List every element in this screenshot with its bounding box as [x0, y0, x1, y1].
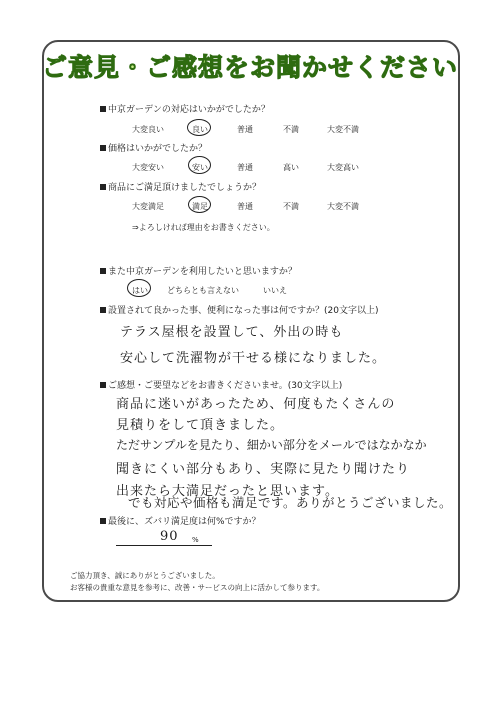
q6-answer-line-3: ただサンプルを見たり、細かい部分をメールではなかなか — [116, 438, 427, 452]
bullet-square-icon — [100, 382, 106, 388]
question-2 — [100, 141, 207, 154]
bullet-square-icon — [100, 184, 106, 190]
bullet-square-icon — [100, 268, 106, 274]
q2-option-1: 大変安い — [132, 163, 164, 172]
q1-option-2: 良い — [192, 125, 208, 134]
q3-follow-up-note: ⇒よろしければ理由をお書きください。 — [132, 223, 275, 232]
bullet-square-icon — [100, 518, 106, 524]
satisfaction-underline — [116, 545, 212, 546]
footer-message: お客様の貴重な意見を参考に、改善・サービスの向上に活かして参ります。 — [70, 583, 325, 592]
q2-option-3: 普通 — [237, 163, 253, 172]
q4-selected-circle — [127, 279, 151, 297]
question-1 — [100, 102, 270, 115]
question-7 — [100, 514, 261, 527]
q2-option-4: 高い — [283, 163, 299, 172]
question-5-label: 設置されて良かった事、便利になった事は何ですか？(20文字以上) — [108, 306, 379, 316]
question-3-label: 商品にご満足頂けましたでしょうか？ — [108, 183, 262, 193]
q2-option-2: 安い — [192, 163, 208, 172]
question-2-label: 価格はいかがでしたか？ — [108, 144, 208, 154]
bullet-square-icon — [100, 145, 106, 151]
q4-option-2: どちらとも言えない — [167, 286, 239, 295]
q1-selected-circle — [187, 119, 211, 136]
q1-option-1: 大変良い — [132, 125, 164, 134]
question-6 — [100, 378, 342, 391]
q1-option-4: 不満 — [283, 125, 299, 134]
question-5 — [100, 303, 378, 316]
q1-option-5: 大変不満 — [327, 125, 359, 134]
q4-option-1: はい — [132, 286, 148, 295]
question-7-label: 最後に、ズバリ満足度は何%ですか？ — [108, 517, 261, 527]
bullet-square-icon — [100, 307, 106, 313]
footer-thanks: ご協力頂き、誠にありがとうございました。 — [70, 571, 220, 580]
satisfaction-value: 90 — [160, 529, 179, 544]
page-title: ご意見・ご感想をお聞かせください — [41, 53, 458, 82]
q1-option-3: 普通 — [237, 125, 253, 134]
q3-option-2: 満足 — [192, 202, 208, 211]
q4-option-3: いいえ — [263, 286, 287, 295]
q6-answer-line-1: 商品に迷いがあったため、何度もたくさんの — [116, 397, 396, 412]
question-6-label: ご感想・ご要望などをお書きくださいませ。(30文字以上) — [108, 381, 343, 391]
bullet-square-icon — [100, 106, 106, 112]
q5-answer-line-1: テラス屋根を設置して、外出の時も — [120, 325, 344, 340]
question-1-label: 中京ガーデンの対応はいかがでしたか？ — [108, 105, 270, 115]
q3-selected-circle — [188, 196, 211, 213]
q6-answer-line-6: でも対応や価格も満足です。ありがとうございました。 — [128, 495, 453, 510]
satisfaction-unit: % — [192, 536, 199, 544]
q2-option-5: 大変高い — [327, 163, 359, 172]
q2-selected-circle — [188, 156, 211, 174]
q3-option-5: 大変不満 — [327, 202, 359, 211]
q3-option-3: 普通 — [237, 202, 253, 211]
q3-option-1: 大変満足 — [132, 202, 164, 211]
q5-answer-line-2: 安心して洗濯物が干せる様になりました。 — [120, 351, 387, 366]
q3-option-4: 不満 — [283, 202, 299, 211]
q6-answer-line-4: 聞きにくい部分もあり、実際に見たり聞けたり — [116, 462, 411, 477]
q6-answer-line-2: 見積りをして頂きました。 — [116, 418, 285, 433]
question-4-label: また中京ガーデンを利用したいと思いますか？ — [108, 267, 297, 277]
question-4 — [100, 264, 297, 277]
q6-answer-line-5: 出来たら大満足だったと思います。 — [116, 484, 339, 499]
question-3 — [100, 180, 261, 193]
